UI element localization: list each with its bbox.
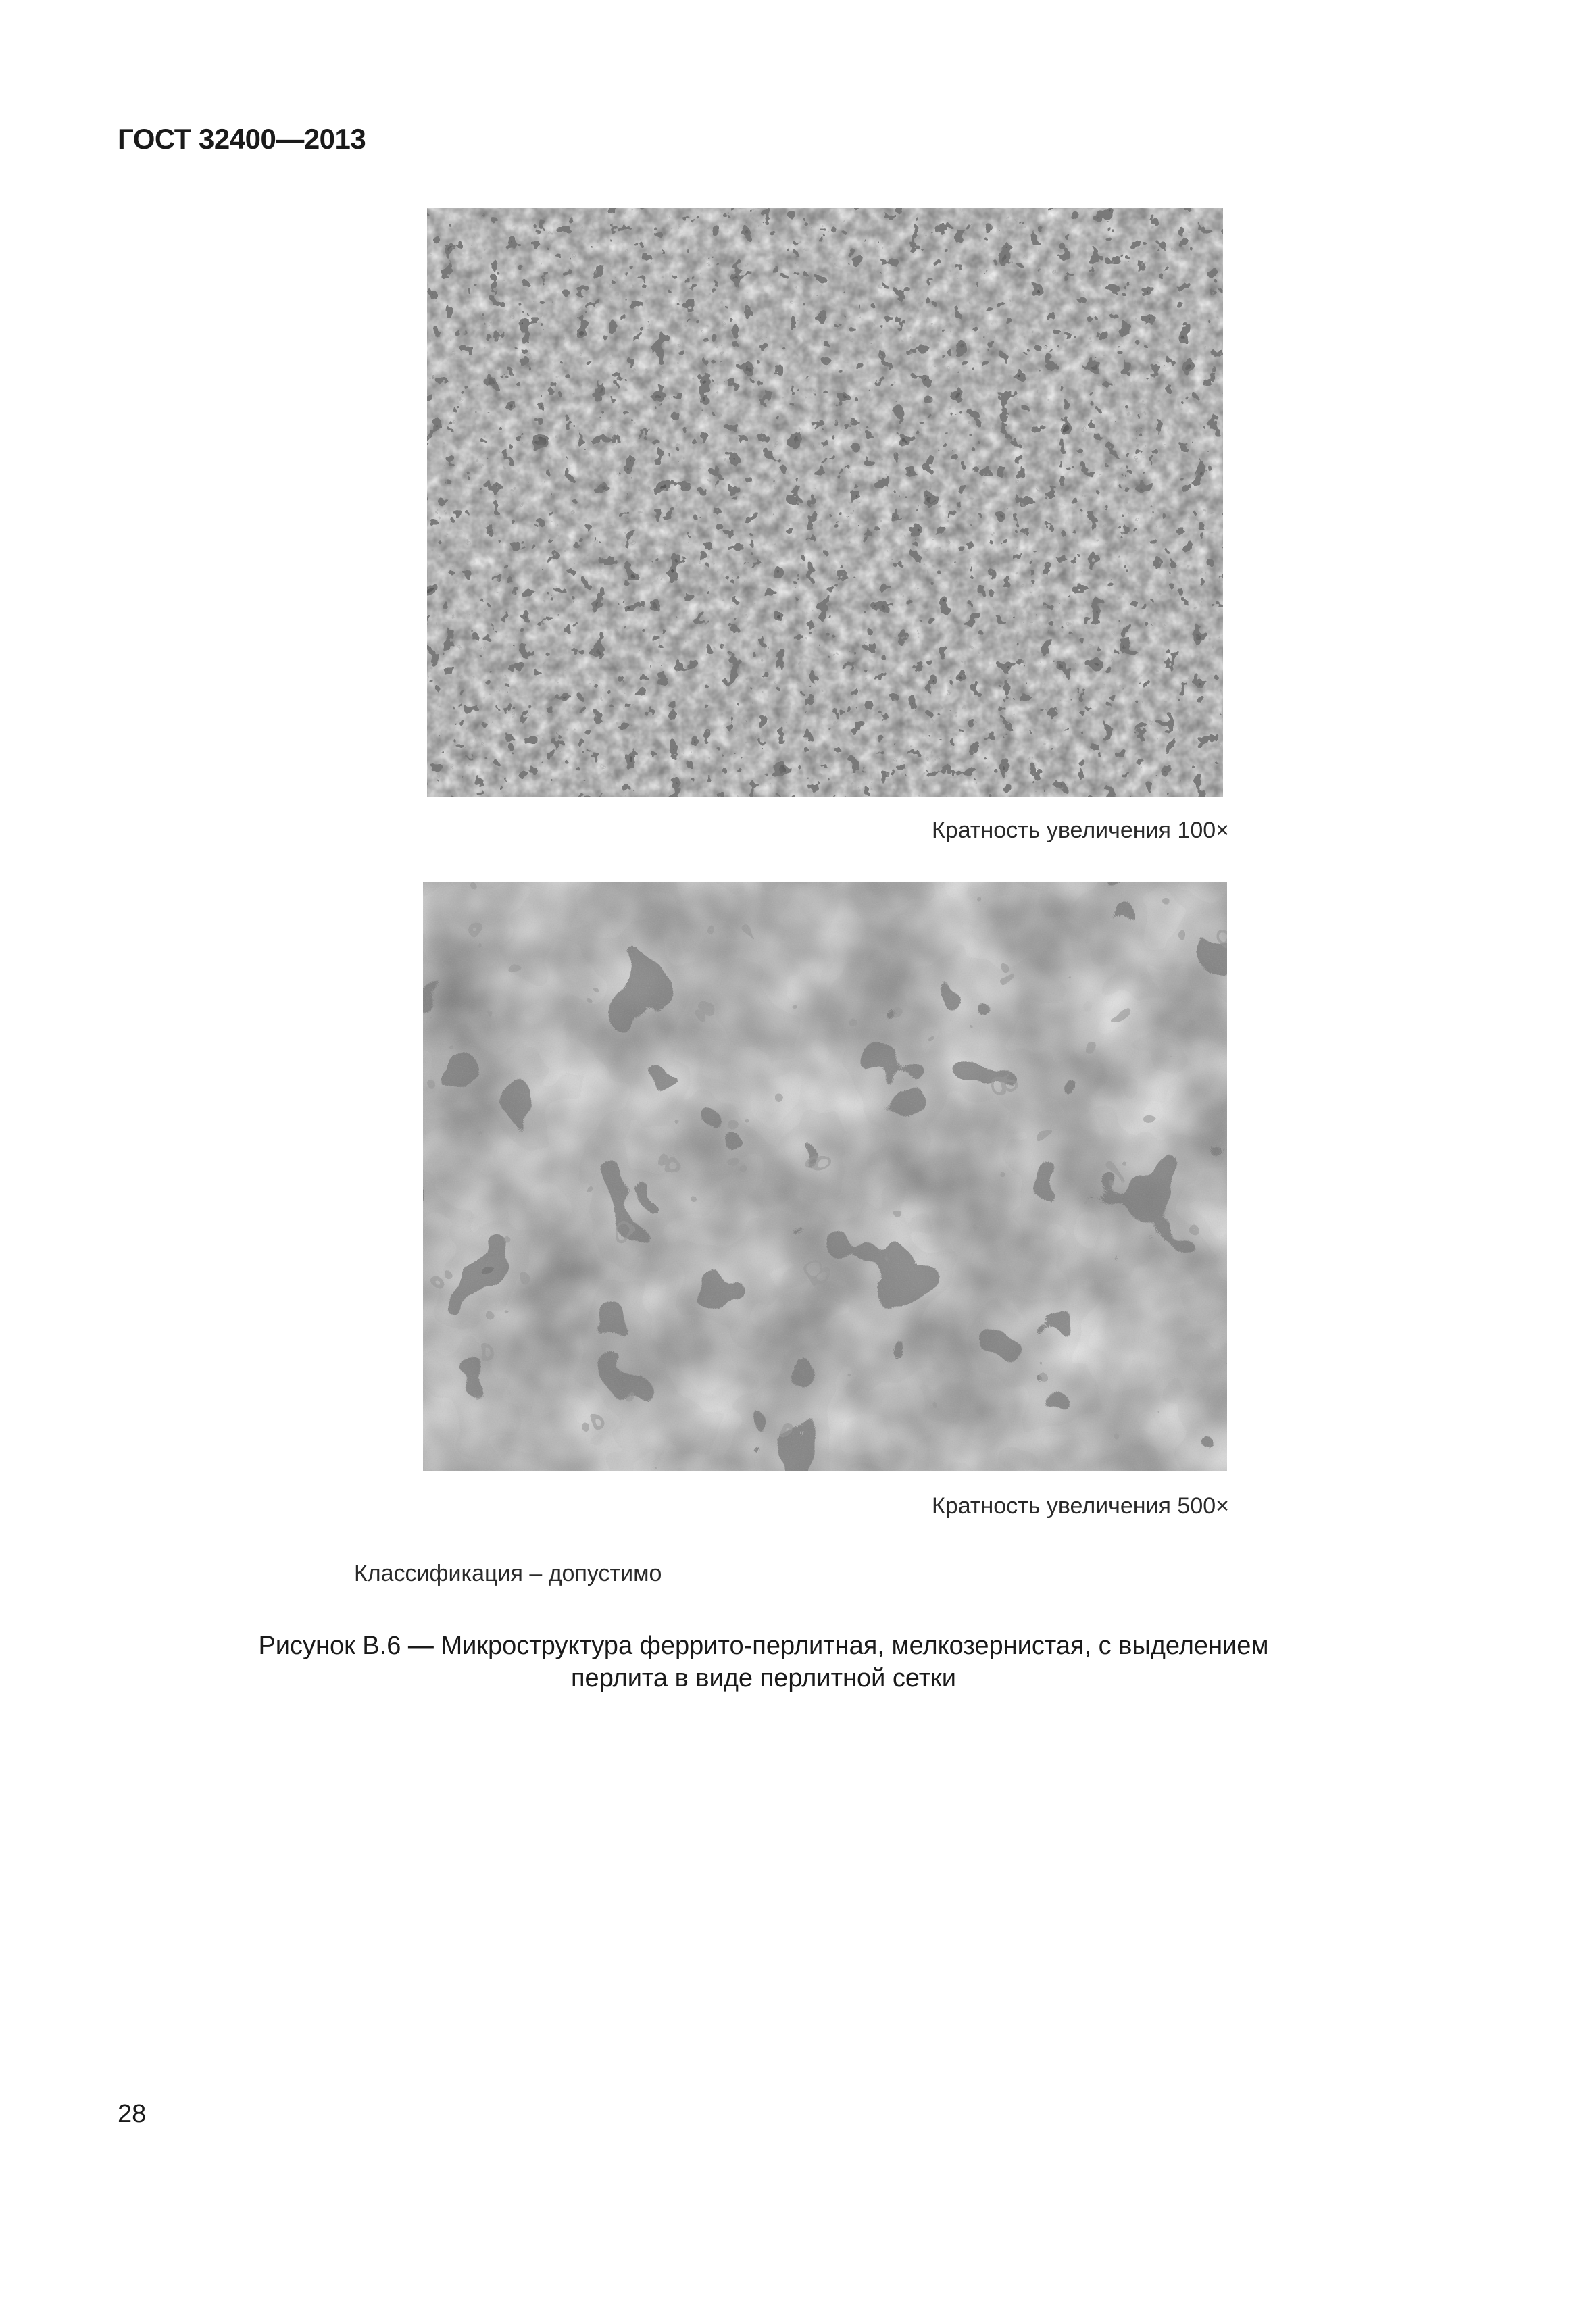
figure-caption-line-2: перлита в виде перлитной сетки — [570, 1664, 957, 1692]
micrograph-100x-image — [427, 208, 1223, 797]
figure-caption-line-1: Рисунок В.6 — Микроструктура феррито-перлитная, мелкозернистая, с выделением — [258, 1632, 1269, 1660]
page-number: 28 — [118, 2100, 147, 2128]
figure-caption — [223, 1630, 1304, 1694]
document-header: ГОСТ 32400—2013 — [118, 123, 366, 155]
magnification-caption-500x: Кратность увеличения 500× — [932, 1493, 1229, 1519]
micrograph-100x — [427, 208, 1223, 797]
classification-note: Классификация – допустимо — [354, 1561, 662, 1586]
micrograph-500x-image — [423, 882, 1227, 1471]
magnification-caption-100x: Кратность увеличения 100× — [932, 818, 1229, 843]
micrograph-500x — [423, 882, 1227, 1471]
